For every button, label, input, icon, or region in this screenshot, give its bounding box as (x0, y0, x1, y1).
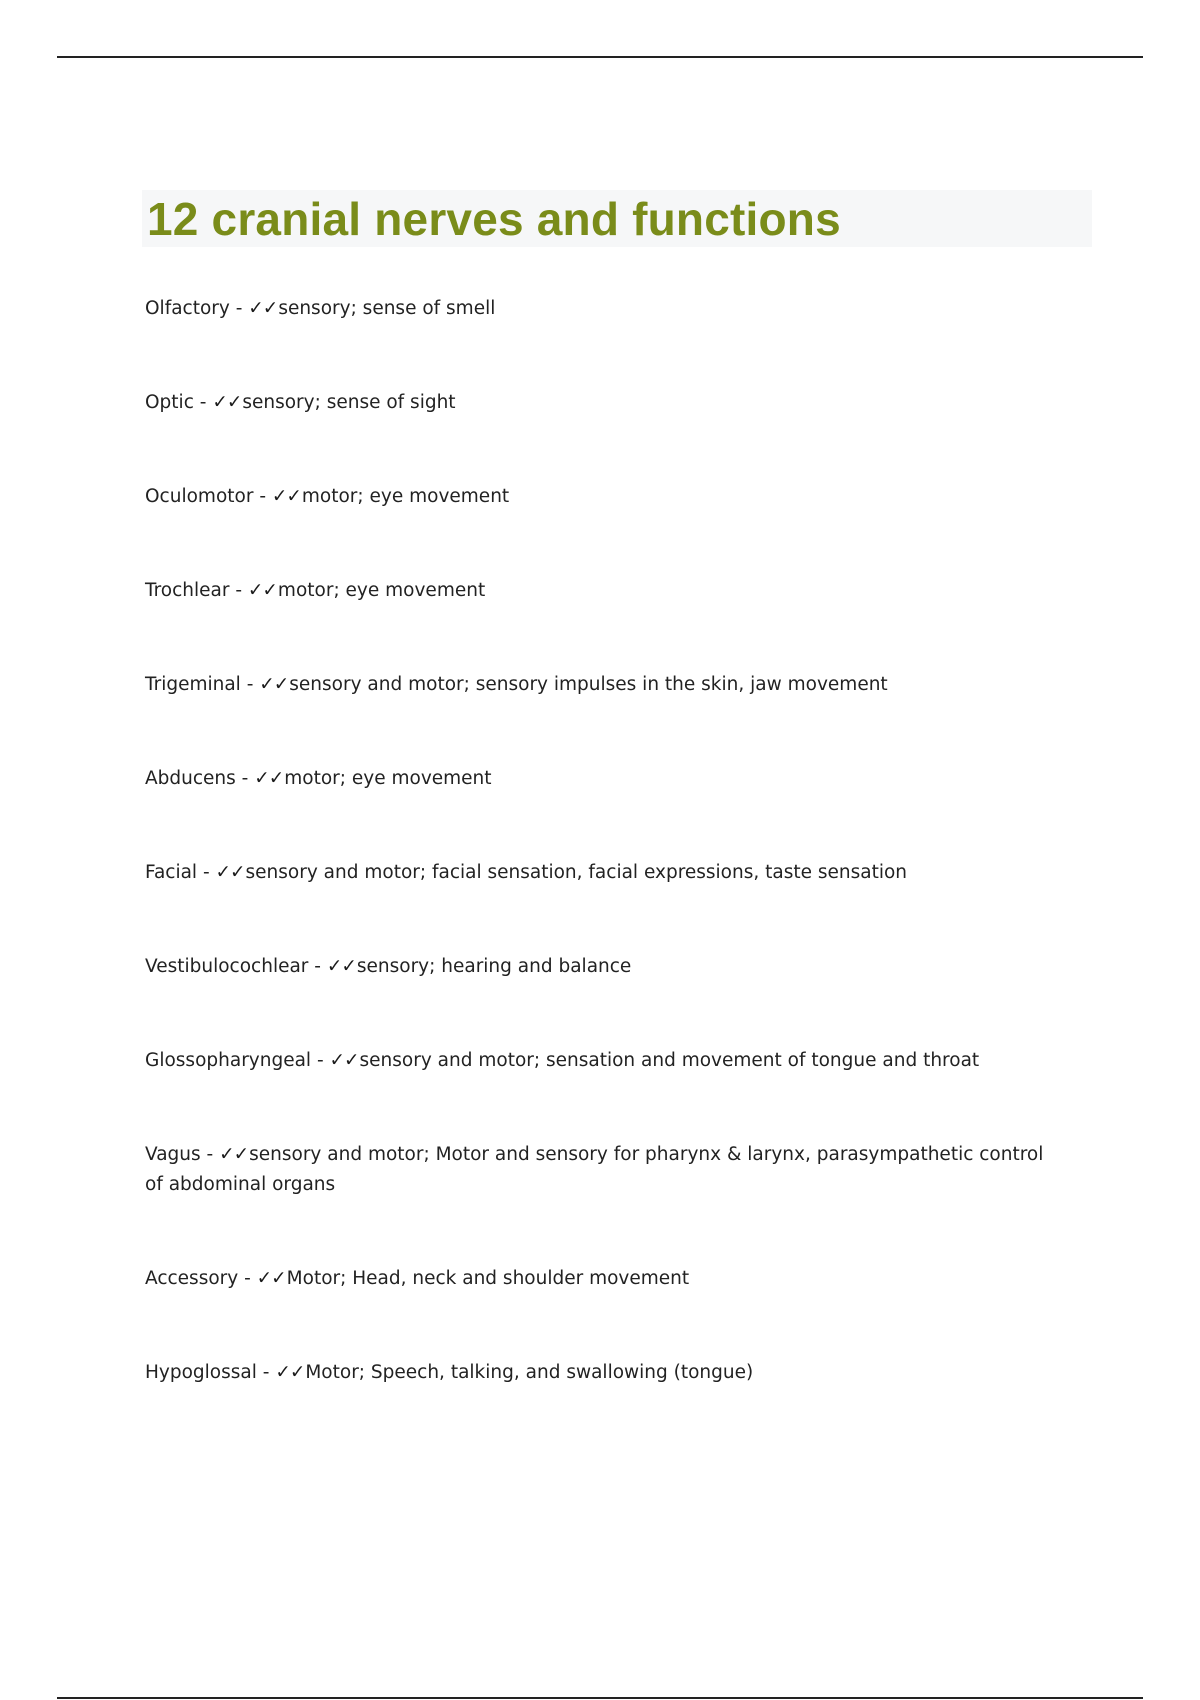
checkmark-icon: ✓✓ (326, 956, 356, 977)
checkmark-icon: ✓✓ (215, 862, 245, 883)
nerve-description: sensory; hearing and balance (356, 956, 632, 977)
nerve-description: sensory and motor; sensory impulses in the skin, jaw movement (289, 674, 888, 695)
nerve-description: sensory and motor; Motor and sensory for pharynx & larynx, parasympathetic control of abdominal organs (145, 1144, 1044, 1195)
checkmark-icon: ✓✓ (275, 1362, 305, 1383)
nerve-description: sensory and motor; facial sensation, facial expressions, taste sensation (245, 862, 908, 883)
nerve-description: Motor; Speech, talking, and swallowing (tongue) (305, 1362, 754, 1383)
checkmark-icon: ✓✓ (271, 486, 301, 507)
nerve-name: Trochlear (145, 580, 230, 601)
nerve-name: Trigeminal (145, 674, 241, 695)
separator: - (200, 1144, 220, 1165)
separator: - (308, 956, 327, 977)
list-item (145, 294, 1065, 324)
page-title: 12 cranial nerves and functions (147, 193, 841, 245)
list-item (145, 952, 1065, 982)
nerve-description: sensory and motor; sensation and movement of tongue and throat (359, 1050, 980, 1071)
separator: - (256, 1362, 276, 1383)
nerve-description: motor; eye movement (301, 486, 510, 507)
nerve-description: sensory; sense of smell (278, 298, 496, 319)
nerve-name: Oculomotor (145, 486, 254, 507)
nerve-name: Facial (145, 862, 198, 883)
separator: - (240, 674, 260, 695)
separator: - (235, 768, 255, 789)
nerve-list (145, 294, 1065, 1452)
separator: - (197, 862, 216, 883)
nerve-description: motor; eye movement (277, 580, 486, 601)
list-item (145, 764, 1065, 794)
list-item (145, 576, 1065, 606)
checkmark-icon: ✓✓ (219, 1144, 249, 1165)
checkmark-icon: ✓✓ (247, 580, 277, 601)
checkmark-icon: ✓✓ (259, 674, 289, 695)
checkmark-icon: ✓✓ (256, 1268, 286, 1289)
separator: - (193, 392, 213, 413)
separator: - (238, 1268, 257, 1289)
nerve-name: Vestibulocochlear (145, 956, 309, 977)
checkmark-icon: ✓✓ (212, 392, 242, 413)
separator: - (229, 298, 249, 319)
nerve-name: Vagus (145, 1144, 201, 1165)
nerve-description: sensory; sense of sight (242, 392, 456, 413)
checkmark-icon: ✓✓ (329, 1050, 359, 1071)
list-item (145, 670, 1065, 700)
footer-rule (57, 1697, 1143, 1699)
nerve-name: Accessory (145, 1268, 239, 1289)
list-item (145, 482, 1065, 512)
separator: - (311, 1050, 330, 1071)
nerve-name: Abducens (145, 768, 236, 789)
checkmark-icon: ✓✓ (248, 298, 278, 319)
separator: - (229, 580, 248, 601)
list-item (145, 1046, 1065, 1076)
nerve-name: Hypoglossal (145, 1362, 257, 1383)
list-item (145, 1358, 1065, 1388)
header-rule (57, 56, 1143, 58)
nerve-name: Glossopharyngeal (145, 1050, 312, 1071)
nerve-description: motor; eye movement (284, 768, 492, 789)
list-item (145, 388, 1065, 418)
list-item (145, 1264, 1065, 1294)
separator: - (253, 486, 272, 507)
nerve-description: Motor; Head, neck and shoulder movement (286, 1268, 690, 1289)
nerve-name: Optic (145, 392, 194, 413)
checkmark-icon: ✓✓ (254, 768, 284, 789)
list-item (145, 858, 1065, 888)
list-item (145, 1140, 1065, 1200)
nerve-name: Olfactory (145, 298, 230, 319)
